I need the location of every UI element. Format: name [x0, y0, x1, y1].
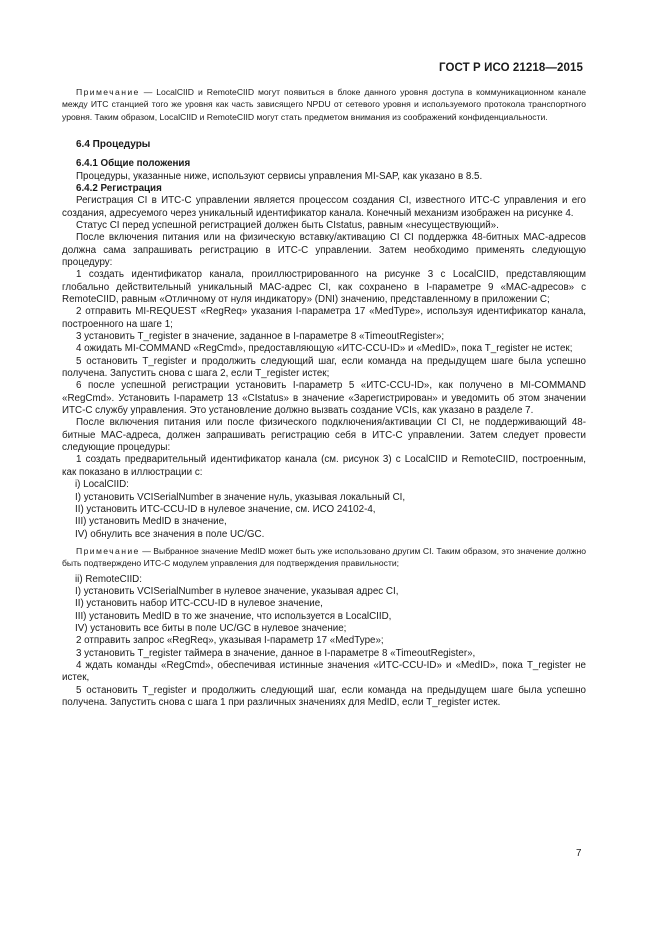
section-title: 6.4 Процедуры	[76, 139, 151, 151]
procedure-step: 3 установить T_register таймера в значение, данное в I-параметре 8 «TimeoutRegister»,	[76, 647, 476, 659]
procedure-step: 4 ждать команды «RegCmd», обеспечивая истинные значения «ИТС-CCU-ID» и «MedID», пока T_register не истек,	[62, 660, 586, 684]
paragraph: Регистрация CI в ИТС-С управлении является процессом создания CI, известного ИТС-С управления и его создания, адресуемого через уникальный идентификатор канала. Конечный механизм изображен на рисунке 4.	[62, 195, 586, 219]
note-2-label: Примечание	[76, 545, 140, 556]
note-2-text: — Выбранное значение MedID может быть уже использовано другим CI. Таким образом, это значение должно быть подтверждено ИТС-С модулем управления для подтверждения правильности;	[62, 545, 586, 569]
procedure-step: 5 остановить T_register и продолжить следующий шаг, если команда на предыдущем шаге была успешно получена. Запустить снова с шага 1 при различных значениях для MedID, если T_register истек.	[62, 684, 586, 709]
document-body	[62, 86, 586, 709]
list-item: III) установить MedID в то же значение, что используется в LocalCIID,	[75, 610, 392, 622]
list-item: IV) установить все биты в поле UC/GC в нулевое значение;	[75, 623, 347, 635]
list-item: IV) обнулить все значения в поле UC/GC.	[75, 528, 265, 540]
procedure-step: 4 ожидать MI-COMMAND «RegCmd», предоставляющую «ИТС-CCU-ID» и «MedID», пока T_register не истек;	[76, 343, 573, 355]
remote-ciid-title: ii) RemoteCIID:	[75, 573, 142, 585]
procedure-step: 5 остановить T_register и продолжить следующий шаг, если команда на предыдущем шаге была успешно получена. Запустить снова с шага 2, если T_register истек;	[62, 355, 586, 380]
paragraph: Статус CI перед успешной регистрацией должен быть CIstatus, равным «несуществующий».	[76, 219, 499, 231]
page-number: 7	[576, 848, 582, 859]
procedure-step: 1 создать идентификатор канала, проиллюстрированного на рисунке 3 с LocalCIID, представляющим глобально действительный уникальный MAC-адрес CI, как сохранено в I-параметре 9 «MAC-адресов» с RemoteCIID, равным «Отличному от нуля индикатору» (DNI) значению, представленному в приложении С;	[62, 269, 586, 305]
local-ciid-title: i) LocalCIID:	[75, 479, 129, 491]
list-item: III) установить MedID в значение,	[75, 516, 227, 528]
procedure-step: 2 отправить запрос «RegReq», указывая I-параметр 17 «MedType»;	[76, 635, 384, 647]
list-item: I) установить VCISerialNumber в значение нуль, указывая локальный CI,	[75, 491, 406, 503]
paragraph: После включения питания или на физическую вставку/активацию CI CI поддержка 48-битных MAC-адресов должна сама запрашивать регистрацию в ИТС-С управлении. Затем необходимо применять следующую процедуру:	[62, 232, 586, 268]
note-2	[62, 545, 586, 570]
note-1-text: — LocalCIID и RemoteCIID могут появиться в блоке данного уровня доступа в коммуникационном канале между ИТС станцией того же уровня как часть зависящего NPDU от сетевого уровня и используемого протокола транспортного уровня. Таким образом, LocalCIID и RemoteCIID могут стать предметом внимания из соображений конфиденциальности.	[62, 87, 586, 122]
document-header: ГОСТ Р ИСО 21218—2015	[438, 62, 583, 74]
procedure-step: 6 после успешной регистрации установить I-параметр 5 «ИТС-CCU-ID», как получено в MI-COMMAND «RegCmd». Установить I-параметр 13 «CIstatus» в значение «Зарегистрирован» и уведомить об этом значении ИТС-С службу управления. Это установление должно вызвать создание VCIs, как указано в разделе 7.	[62, 380, 586, 417]
note-1	[62, 86, 586, 123]
list-item: I) установить VCISerialNumber в нулевое значение, указывая адрес CI,	[75, 586, 399, 598]
subsection-title-general: 6.4.1 Общие положения	[76, 158, 191, 170]
note-1-label: Примечание	[76, 87, 140, 97]
list-item: II) установить ИТС-CCU-ID в нулевое значение, см. ИСО 24102-4,	[75, 503, 376, 515]
paragraph: Процедуры, указанные ниже, используют сервисы управления MI-SAP, как указано в 8.5.	[76, 170, 483, 182]
procedure-step: 3 установить T_register в значение, заданное в I-параметре 8 «TimeoutRegister»;	[76, 331, 445, 343]
paragraph: После включения питания или после физического подключения/активации CI CI, не поддерживающий 48-битные MAC-адреса, должен запрашивать регистрацию себя в ИТС-С управлении. Затем следует провести следующие процедуры:	[62, 417, 586, 454]
subsection-title-registration: 6.4.2 Регистрация	[76, 182, 162, 194]
procedure-step: 2 отправить MI-REQUEST «RegReq» указания I-параметра 17 «MedType», используя идентификатор канала, построенного на шаге 1;	[62, 306, 586, 330]
procedure-step: 1 создать предварительный идентификатор канала (см. рисунок 3) с LocalCIID и RemoteCIID, построенным, как показано в иллюстрации с:	[62, 454, 586, 478]
list-item: II) установить набор ИТС-CCU-ID в нулевое значение,	[75, 598, 323, 610]
